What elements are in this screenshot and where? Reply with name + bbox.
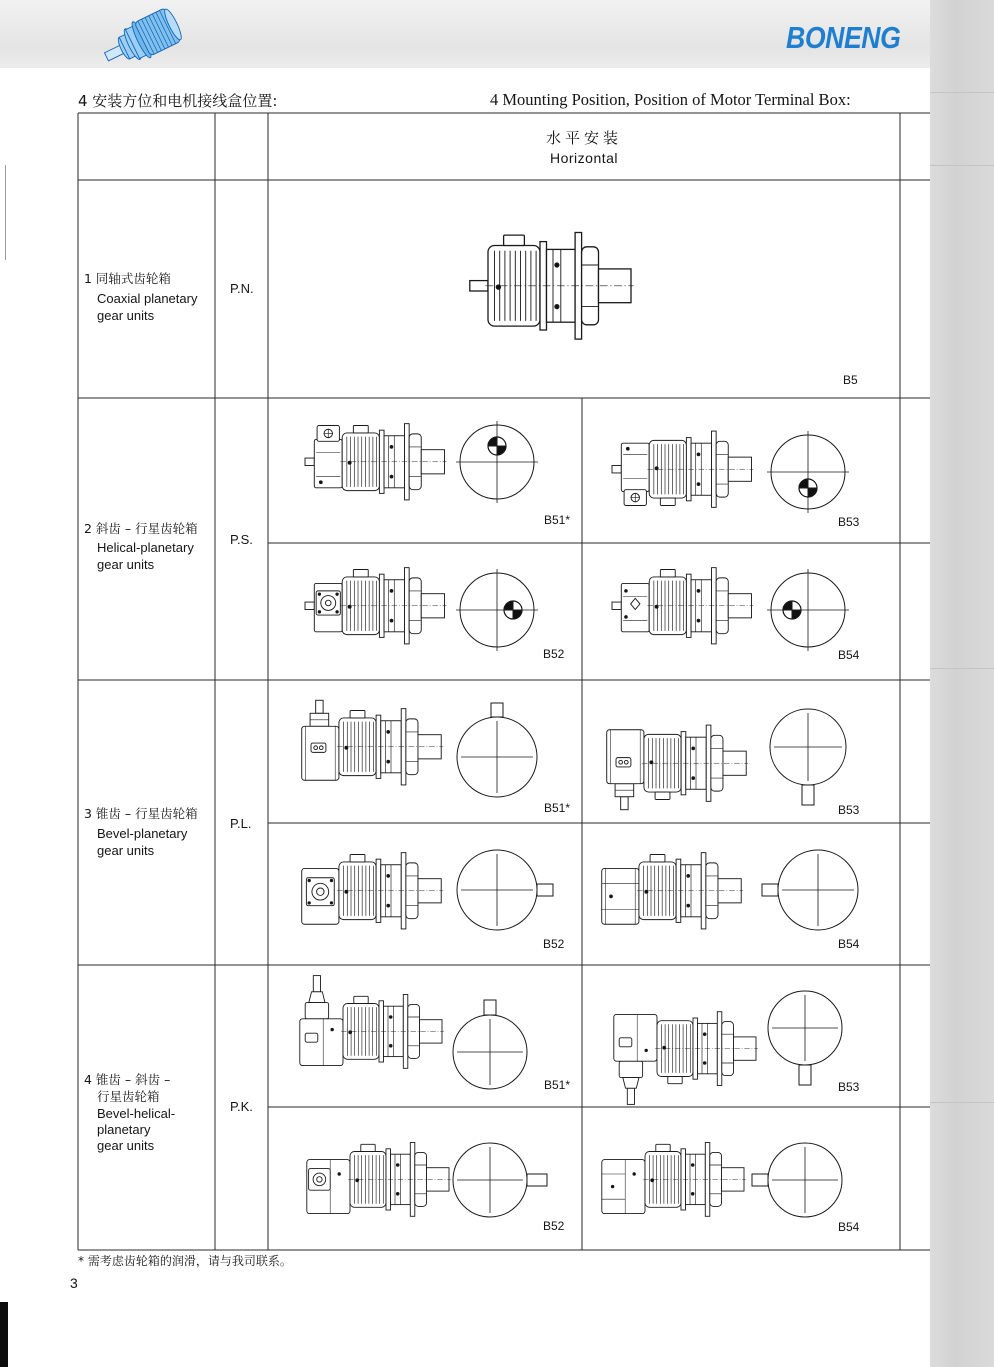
brand-logo-text: BONENG <box>786 20 901 55</box>
pk-b52-end-view <box>453 1143 547 1217</box>
position-label-b52: B52 <box>543 937 565 951</box>
position-label-b54: B54 <box>838 648 860 662</box>
position-label-b52: B52 <box>543 647 565 661</box>
position-label-b5: B5 <box>843 373 858 387</box>
pl-b51-end-view <box>457 703 537 797</box>
row-label-pk-cn: 行星齿轮箱 <box>97 1089 160 1104</box>
row-label-pl-en: Bevel-planetary <box>97 826 188 841</box>
column-header-en: Horizontal <box>549 150 619 166</box>
pn-b5-gear-unit <box>470 233 634 340</box>
ps-b54-end-view <box>767 569 849 651</box>
pl-b52-end-view <box>457 850 553 930</box>
row-label-pk-en: planetary <box>97 1122 151 1137</box>
position-label-b51: B51* <box>544 801 571 815</box>
ps-b51-gear-unit <box>305 424 446 500</box>
pk-b53-end-view <box>768 991 842 1085</box>
row-label-ps-en: gear units <box>97 557 155 572</box>
pl-b54-end-view <box>762 850 858 930</box>
row-label-pl-en: gear units <box>97 843 155 858</box>
position-label-b54: B54 <box>838 937 860 951</box>
row-label-pn-cn: 1 同轴式齿轮箱 <box>84 271 171 286</box>
row-label-pn-en: gear units <box>97 308 155 323</box>
pl-b53-gear-unit <box>607 725 748 810</box>
row-label-ps-en: Helical-planetary <box>97 540 194 555</box>
row-label-pk-en: Bevel-helical- <box>97 1106 176 1121</box>
position-label-b53: B53 <box>838 1080 860 1094</box>
pl-b54-gear-unit <box>602 853 743 929</box>
pl-b51-gear-unit <box>302 700 443 785</box>
ps-b51-end-view <box>456 421 538 503</box>
pk-b52-gear-unit <box>307 1143 451 1217</box>
ps-b52-end-view <box>456 569 538 651</box>
section-title-cn: 4 安装方位和电机接线盒位置: <box>78 92 278 110</box>
page-number: 3 <box>70 1275 78 1291</box>
pk-b51-end-view <box>453 1000 527 1089</box>
section-title-en: 4 Mounting Position, Position of Motor Terminal Box: <box>490 90 851 109</box>
pk-b53-gear-unit <box>614 1012 758 1105</box>
ps-b52-gear-unit <box>305 568 446 644</box>
ps-b53-end-view <box>767 431 849 513</box>
position-label-b53: B53 <box>838 803 860 817</box>
footnote: * 需考虑齿轮箱的润滑，请与我司联系。 <box>78 1254 292 1268</box>
row-label-ps-cn: 2 斜齿 – 行星齿轮箱 <box>84 521 198 536</box>
row-label-pk-en: gear units <box>97 1138 155 1153</box>
type-code-ps: P.S. <box>230 532 253 547</box>
row-label-pl-cn: 3 锥齿 – 行星齿轮箱 <box>84 806 198 821</box>
pl-b52-gear-unit <box>302 853 443 929</box>
type-code-pl: P.L. <box>230 816 252 831</box>
row-label-pn-en: Coaxial planetary <box>97 291 198 306</box>
ps-b54-gear-unit <box>612 568 753 644</box>
pk-b51-gear-unit <box>300 976 444 1069</box>
position-label-b53: B53 <box>838 515 860 529</box>
ps-b53-gear-unit <box>612 431 753 507</box>
type-code-pk: P.K. <box>230 1099 253 1114</box>
pk-b54-gear-unit <box>602 1143 746 1217</box>
type-code-pn: P.N. <box>230 281 254 296</box>
position-label-b54: B54 <box>838 1220 860 1234</box>
position-label-b51: B51* <box>544 1078 571 1092</box>
row-label-pk-cn: 4 锥齿 – 斜齿 – <box>84 1072 171 1087</box>
position-label-b51: B51* <box>544 513 571 527</box>
pk-b54-end-view <box>752 1143 842 1217</box>
position-label-b52: B52 <box>543 1219 565 1233</box>
pl-b53-end-view <box>770 709 846 805</box>
column-header-cn: 水平安装 <box>545 129 622 147</box>
